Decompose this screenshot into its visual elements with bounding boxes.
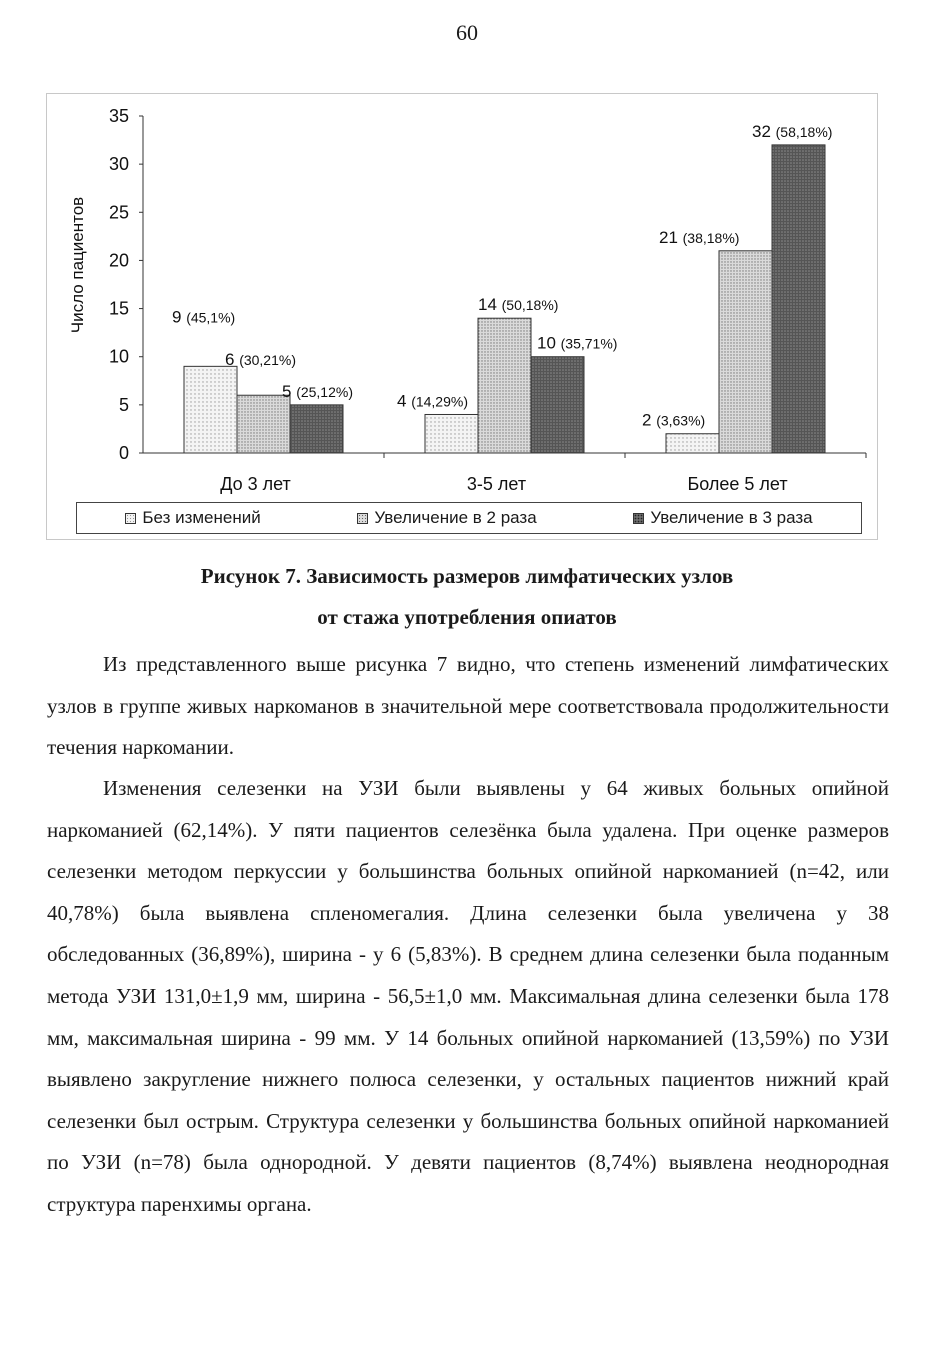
bar [666,434,719,453]
legend-item-3x [633,508,812,528]
x-tick-label: Более 5 лет [687,474,788,494]
page-number: 60 [456,20,478,45]
chart-legend [76,502,862,534]
legend-label: Без изменений [142,508,261,527]
legend-swatch [125,513,136,524]
data-label: 5 (25,12%) [282,381,353,401]
y-tick-label: 10 [108,346,129,367]
figure-caption-line-1: Рисунок 7. Зависимость размеров лимфатических узлов [200,564,734,588]
data-label: 14 (50,18%) [478,295,559,315]
data-label: 2 (3,63%) [642,410,706,430]
y-axis-title: Число пациентов [68,196,87,334]
data-label: 4 (14,29%) [397,391,468,411]
legend-swatch [357,513,368,524]
figure-caption-line-2: от стажа употребления опиатов [317,605,617,629]
legend-label: Увеличение в 2 раза [374,508,537,527]
y-tick-label: 30 [108,154,129,175]
legend-item-no-change [125,508,260,528]
paragraph-2: Изменения селезенки на УЗИ были выявлены у 64 живых больных опийной наркоманией (62,14%). У пяти пациентов селезёнка была удалена. При оценке размеров селезенки методом перкуссии у большинства больных опийной наркоманией (n=42, или 40,78%) была выявлена спленомегалия. Длина селезенки была увеличена у 38 обследованных (36,89%), ширина - у 6 (5,83%). В среднем длина селезенки была поданным метода УЗИ 131,0±1,9 мм, ширина - 56,5±1,0 мм. Максимальная длина селезенки была 178 мм, максимальная ширина - 99 мм. У 14 больных опийной наркоманией (13,59%) по УЗИ выявлено закругление нижнего полюса селезенки, у остальных пациентов нижний край селезенки был острым. Структура селезенки у большинства больных опийной наркоманией по УЗИ (n=78) была однородной. У девяти пациентов (8,74%) выявлена неоднородная структура паренхимы органа. [47,776,889,1216]
x-tick-label: 3-5 лет [466,474,527,494]
y-tick-label: 20 [108,250,129,271]
y-tick-label: 0 [118,443,129,463]
data-label: 6 (30,21%) [225,350,296,370]
bar [425,414,478,453]
bar [184,366,237,453]
bar [478,318,531,453]
y-tick-label: 25 [108,202,129,223]
data-label: 32 (58,18%) [752,121,833,141]
bar [237,395,290,453]
y-tick-label: 5 [118,394,129,415]
y-tick-label: 35 [108,106,129,126]
y-tick-label: 15 [108,298,129,319]
data-label: 9 (45,1%) [172,307,236,327]
data-label: 10 (35,71%) [537,333,618,353]
bar [772,145,825,453]
data-label: 21 (38,18%) [659,227,740,247]
legend-label: Увеличение в 3 раза [650,508,813,527]
bar [531,357,584,453]
bar [290,405,343,453]
bar [719,251,772,453]
legend-swatch [633,513,644,524]
bar-chart [46,93,878,540]
x-tick-label: До 3 лет [220,474,291,494]
paragraph-1: Из представленного выше рисунка 7 видно, что степень изменений лимфатических узлов в группе живых наркоманов в значительной мере соответствовала продолжительности течения наркомании. [47,652,889,760]
legend-item-2x [357,508,536,528]
